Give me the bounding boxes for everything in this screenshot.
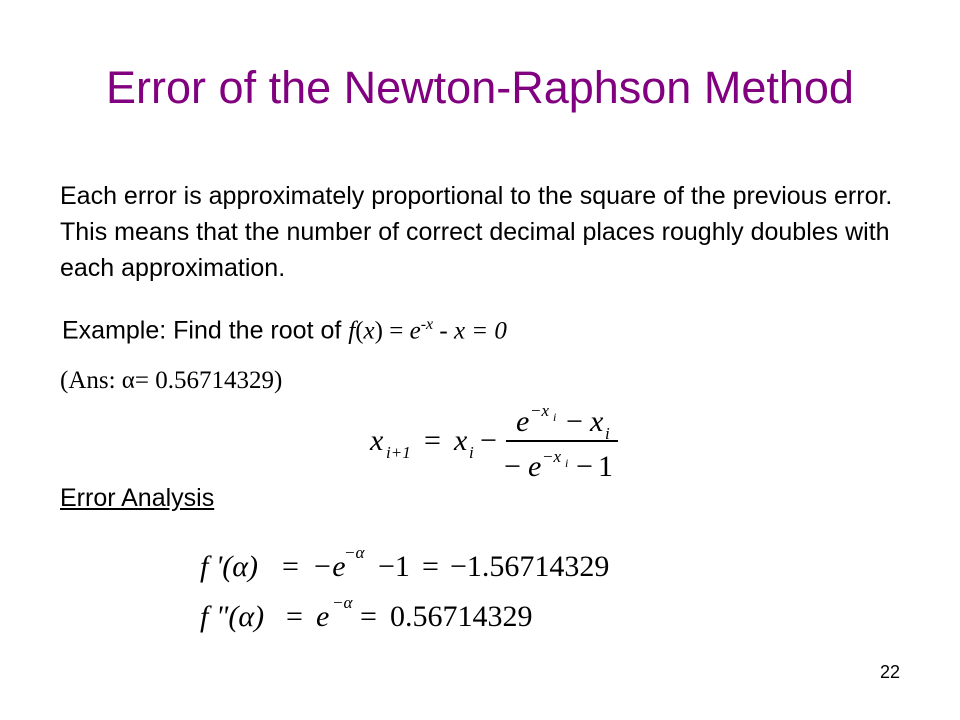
first-derivative-equation (194, 540, 624, 593)
example-x: x (363, 317, 375, 345)
answer-line: (Ans: α= 0.56714329) (60, 367, 283, 394)
formula-lhs-x: x (370, 424, 384, 457)
numerator-exponent-sub: i (553, 410, 557, 424)
fprime-eq2: = (422, 550, 439, 583)
intro-paragraph: Each error is approximately proportional to the square of the previous error. This means that the number of correct decimal places roughly doubles with each approximation. (60, 182, 893, 282)
second-derivative-equation (194, 590, 564, 643)
first-derivative-svg (194, 540, 624, 588)
denominator-exponent-sub: i (565, 456, 569, 470)
example-e: e (409, 317, 421, 345)
fprime-neg-e: −e (312, 550, 346, 583)
formula-minus: − (480, 424, 497, 457)
example-tail: - x = 0 (433, 317, 507, 345)
fdouble-value: 0.56714329 (390, 600, 533, 633)
iteration-formula (364, 398, 634, 493)
fprime-exponent: −α (344, 543, 365, 562)
fprime-lhs: f '(α) (200, 550, 258, 583)
example-f: f (348, 317, 356, 345)
numerator-x: x (590, 405, 604, 438)
fprime-value: −1.56714329 (450, 550, 610, 583)
fdouble-eq1: = (286, 600, 303, 633)
example-open: ( (355, 317, 364, 345)
numerator-minus: − (566, 405, 583, 438)
formula-equals: = (424, 424, 441, 457)
example-close: ) = (374, 317, 410, 345)
fdouble-eq2: = (360, 600, 377, 633)
fdouble-exponent: −α (332, 593, 353, 612)
page-number: 22 (879, 662, 900, 682)
example-line (62, 316, 507, 345)
example-exponent: -x (420, 316, 434, 333)
slide-title: Error of the Newton-Raphson Method (106, 62, 854, 113)
fdouble-lhs: f "(α) (200, 600, 265, 633)
second-derivative-svg (194, 590, 564, 638)
iteration-formula-svg (364, 398, 634, 488)
fprime-eq1: = (282, 550, 299, 583)
fprime-minus-one: −1 (378, 550, 410, 583)
denominator-minus2: − (576, 450, 593, 483)
formula-x: x (454, 424, 468, 457)
numerator-exponent: −x (530, 401, 550, 420)
denominator-one: 1 (598, 450, 613, 483)
numerator-e: e (516, 405, 530, 438)
error-analysis-heading: Error Analysis (60, 484, 215, 512)
denominator-exponent: −x (542, 447, 562, 466)
denominator-minus: − (504, 450, 521, 483)
formula-x-sub: i (469, 443, 474, 462)
example-label: Example: Find the root of (62, 316, 349, 345)
fdouble-e: e (316, 600, 330, 633)
numerator-x-sub: i (605, 424, 610, 443)
formula-lhs-sub: i+1 (386, 443, 411, 462)
denominator-e: e (528, 450, 542, 483)
